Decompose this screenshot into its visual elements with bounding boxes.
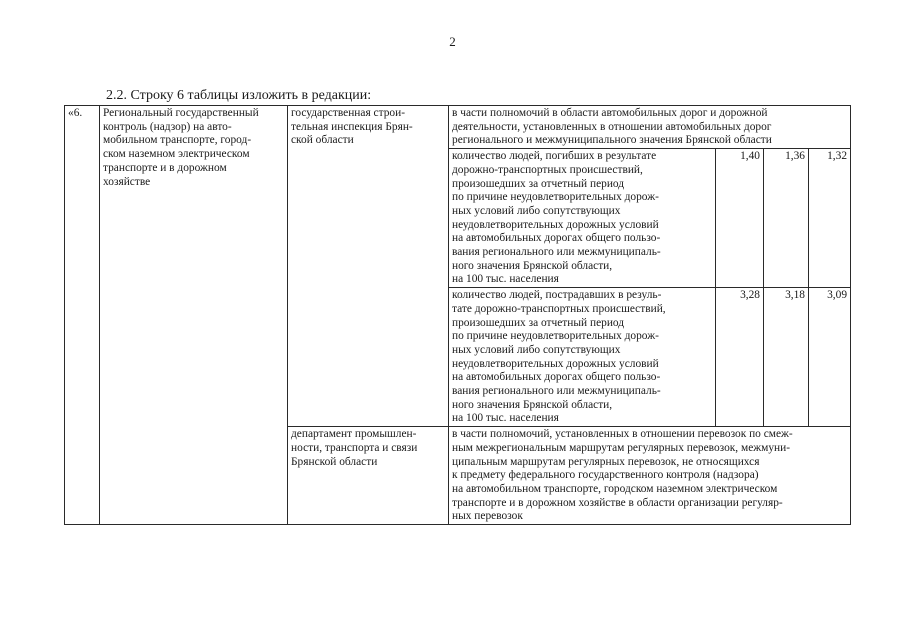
page-number: 2 [449,34,456,49]
indicator-text-2: количество людей, пострадавших в резуль- тате дорожно-транспортных происшествий, произошедших за отчетный период по причине неудовлетворительных дорож- ных условий либо сопутствующих неудовлетворительных дорожных условий на автомобильных дорогах общего пользо- вания регионального или межмуниципаль- ного значения Брянской области, на 100 тыс. населения [449,288,716,427]
indicator-text-1: количество людей, погибших в результате дорожно-транспортных происшествий, произошедших за отчетный период по причине неудовлетворительных дорож- ных условий либо сопутствующих неудовлетворительных дорожных условий на автомобильных дорогах общего пользо- вания регионального или межмуниципаль- ного значения Брянской области, на 100 тыс. населения [449,149,716,288]
authority-scope-2: в части полномочий, установленных в отношении перевозок по смеж- ным межрегиональным маршрутам регулярных перевозок, межмуни- ципальным маршрутам регулярных перевозок, не относящихся к предмету федерального государственного контроля (надзора) на автомобильном транспорте, городском наземном электрическом транспорте и в дорожном хозяйстве в области организации регуляр- ных перевозок [449,427,851,525]
indicator-1-value-3: 1,32 [809,149,851,288]
table-row [65,106,851,149]
authority-name-1: государственная строи- тельная инспекция Брян- ской области [288,106,449,427]
indicator-1-value-1: 1,40 [716,149,764,288]
authority-scope-1: в части полномочий в области автомобильных дорог и дорожной деятельности, установленных в отношении автомобильных дорог регионального и межмуниципального значения Брянской области [449,106,851,149]
amendment-intro: 2.2. Строку 6 таблицы изложить в редакции: [106,88,372,103]
authority-name-2: департамент промышлен- ности, транспорта и связи Брянской области [288,427,449,525]
indicator-1-value-2: 1,36 [764,149,809,288]
row-number: «6. [65,106,100,525]
control-type-name: Региональный государственный контроль (надзор) на авто- мобильном транспорте, город- ском наземном электрическом транспорте и в дорожном хозяйстве [100,106,288,525]
indicator-2-value-1: 3,28 [716,288,764,427]
amendment-table [64,105,851,525]
indicator-2-value-2: 3,18 [764,288,809,427]
indicator-2-value-3: 3,09 [809,288,851,427]
